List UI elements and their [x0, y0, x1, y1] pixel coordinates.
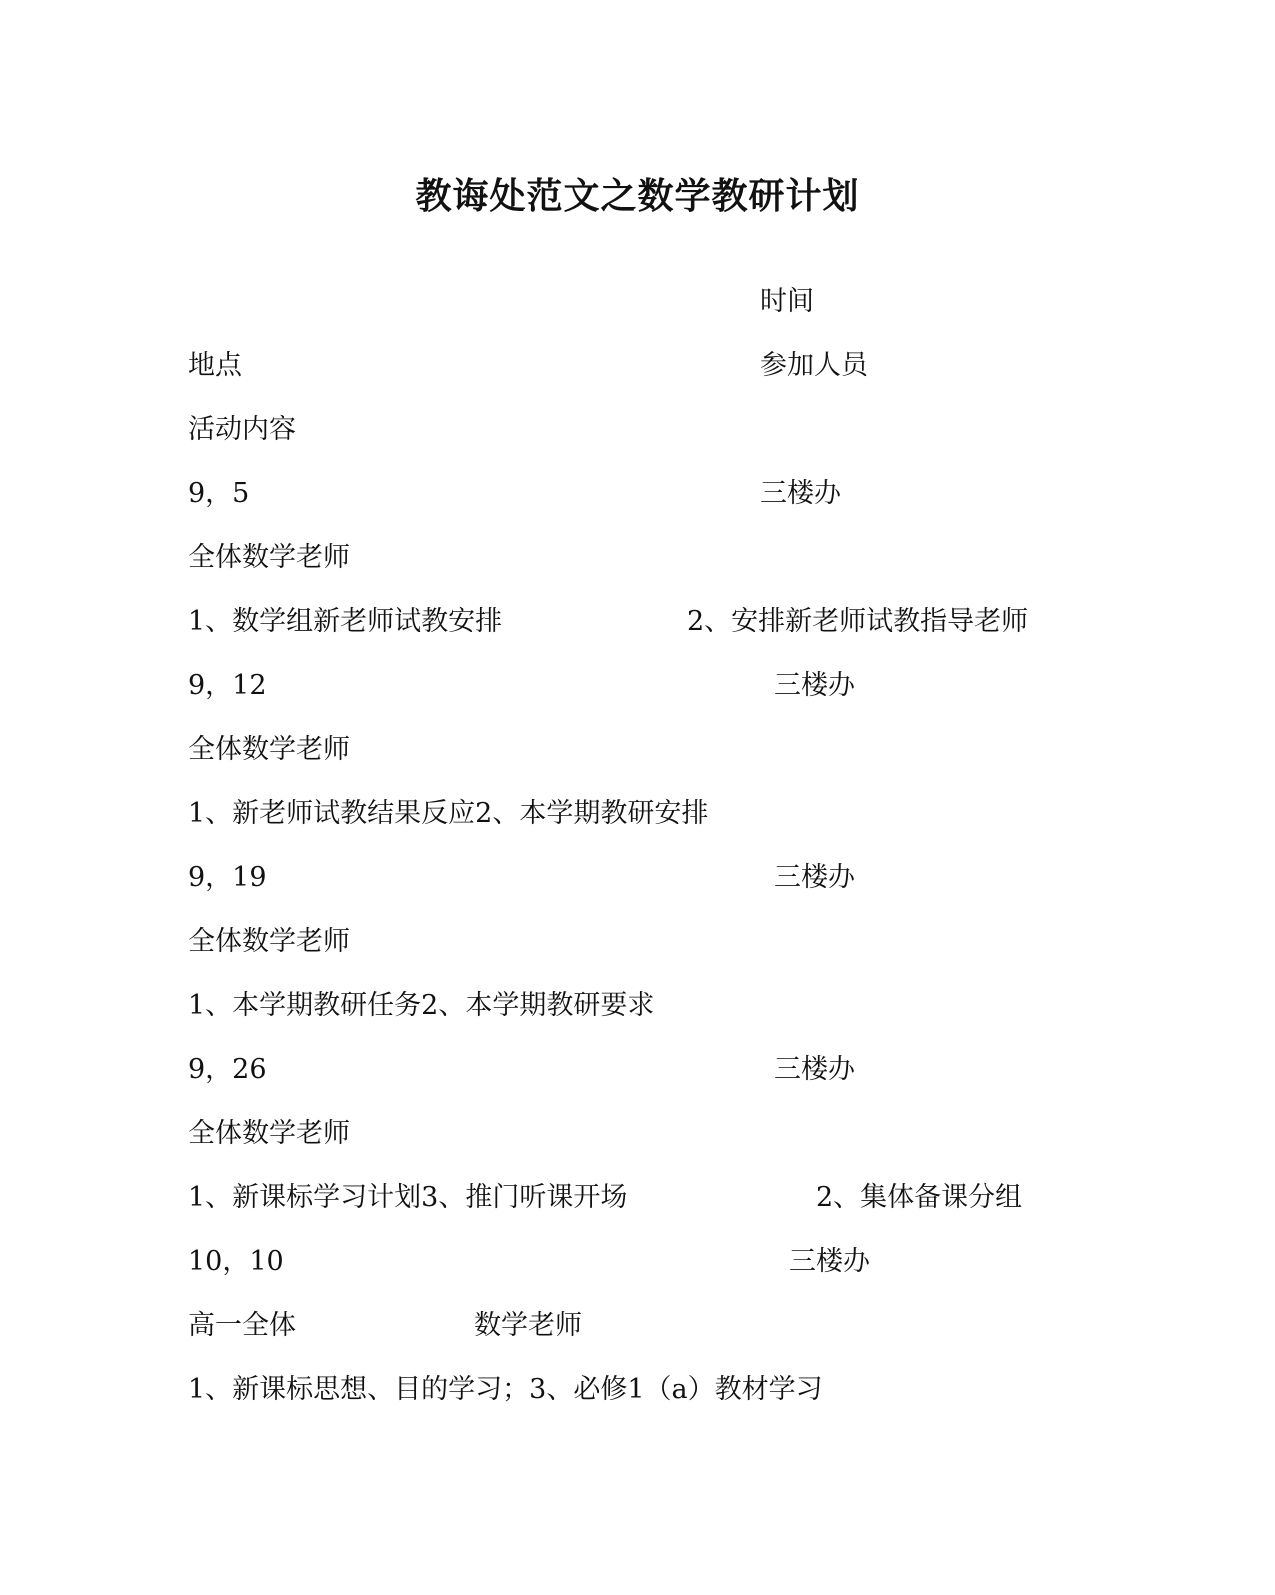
- row-item: 1、本学期教研任务2、本学期教研要求: [188, 990, 655, 1021]
- row-people: 高一全体: [188, 1310, 296, 1341]
- header-place: 地点: [188, 350, 242, 381]
- row-item: 1、数学组新老师试教安排: [188, 606, 503, 637]
- row-item: 2、集体备课分组: [816, 1182, 1023, 1213]
- row-date: 9，26: [188, 1054, 267, 1085]
- row-item: 1、新课标学习计划3、推门听课开场: [188, 1182, 628, 1213]
- row-location: 三楼办: [774, 862, 855, 893]
- row-location: 三楼办: [774, 670, 855, 701]
- row-date: 10，10: [188, 1246, 284, 1277]
- header-time: 时间: [760, 286, 814, 317]
- row-people: 数学老师: [474, 1310, 582, 1341]
- row-date: 9，12: [188, 670, 267, 701]
- row-item: 1、新课标思想、目的学习；3、必修1（a）教材学习: [188, 1374, 823, 1405]
- header-participants: 参加人员: [760, 350, 868, 381]
- row-people: 全体数学老师: [188, 1118, 350, 1149]
- header-content: 活动内容: [188, 414, 296, 445]
- row-date: 9，5: [188, 478, 250, 509]
- row-item: 2、安排新老师试教指导老师: [687, 606, 1029, 637]
- row-date: 9，19: [188, 862, 267, 893]
- row-location: 三楼办: [760, 478, 841, 509]
- row-people: 全体数学老师: [188, 926, 350, 957]
- row-location: 三楼办: [789, 1246, 870, 1277]
- row-item: 1、新老师试教结果反应2、本学期教研安排: [188, 798, 709, 829]
- row-people: 全体数学老师: [188, 542, 350, 573]
- page-title: 教诲处范文之数学教研计划: [415, 175, 860, 217]
- row-location: 三楼办: [774, 1054, 855, 1085]
- row-people: 全体数学老师: [188, 734, 350, 765]
